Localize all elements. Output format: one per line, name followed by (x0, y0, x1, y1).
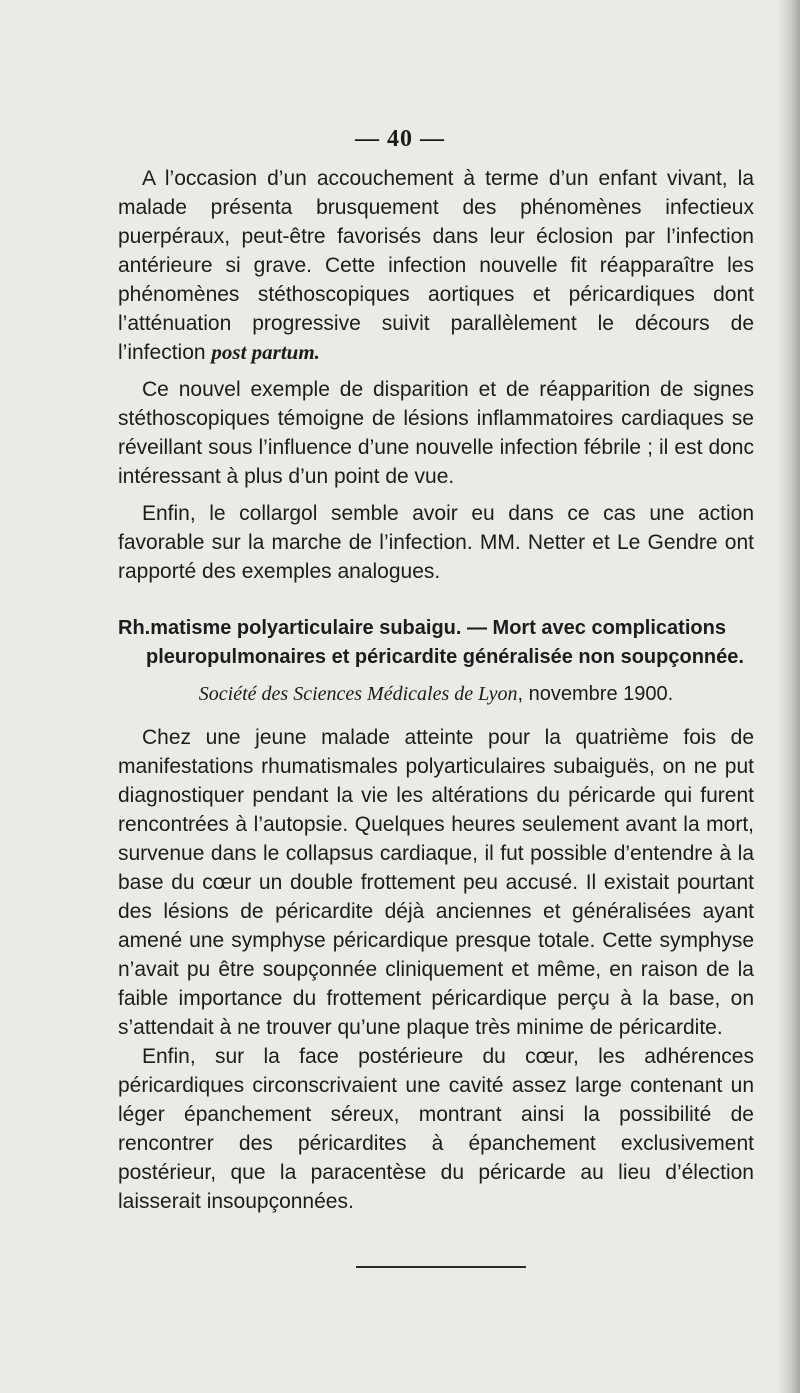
paragraph-4: Chez une jeune malade atteinte pour la quatrième fois de manifestations rhumatismales polyarticulaires subaiguës, on ne put diagnostiquer pendant la vie les altérations du péricarde qui furent rencontrées à l’autopsie. Quelques heures seulement avant la mort, survenue dans le collapsus cardiaque, il fut possible d’entendre à la base du cœur un double frottement peu accusé. Il existait pourtant des lésions de péricardite déjà anciennes et généralisées ayant amené une symphyse péricardique presque totale. Cette symphyse n’avait pu être soupçonnée cliniquement et même, en raison de la faible importance du frottement péricardique perçu à la base, on s’attendait à ne trouver qu’une plaque très minime de péricardite. (118, 726, 754, 1039)
section-title (118, 614, 754, 672)
section-title-line-2: pleuropulmonaires et péricardite généralisée non soupçonnée. (146, 646, 744, 668)
section-source (118, 680, 754, 709)
paragraph-3: Enfin, le collargol semble avoir eu dans ce cas une action favorable sur la marche de l’infection. MM. Netter et Le Gendre ont rapporté des exemples analogues. (118, 502, 754, 583)
paragraph-1-italic: post partum. (211, 340, 320, 364)
paragraph-1 (118, 164, 754, 367)
page-number: — 40 — (355, 126, 445, 152)
paragraph-2: Ce nouvel exemple de disparition et de réapparition de signes stéthoscopiques témoigne de lésions inflammatoires cardiaques se réveillant sous l’influence d’une nouvelle infection fébrile ; il est donc intéressant à plus d’un point de vue. (118, 378, 754, 488)
section-title-line-1: Rh.matisme polyarticulaire subaigu. — Mort avec complications (118, 617, 726, 639)
source-date: , novembre 1900. (517, 683, 674, 705)
page-body (118, 164, 754, 1224)
end-rule-divider (356, 1266, 526, 1268)
source-society: Société des Sciences Médicales de Lyon (198, 683, 518, 705)
page-edge-shadow (778, 0, 800, 1393)
paragraph-1-text: A l’occasion d’un accouchement à terme d’un enfant vivant, la malade présenta brusquement des phénomènes infectieux puerpéraux, peut-être favorisés dans leur éclosion par l’infection antérieure si grave. Cette infection nouvelle fit réapparaître les phénomènes stéthoscopiques aortiques et péricardiques dont l’atténuation progressive suivit parallèlement le décours de l’infection (118, 167, 754, 364)
paragraph-5: Enfin, sur la face postérieure du cœur, les adhérences péricardiques circonscrivaient une cavité assez large contenant un léger épanchement séreux, montrant ainsi la possibilité de rencontrer des péricardites à épanchement exclusivement postérieur, que la paracentèse du péricarde au lieu d’élection laisserait insoupçonnées. (118, 1045, 754, 1213)
